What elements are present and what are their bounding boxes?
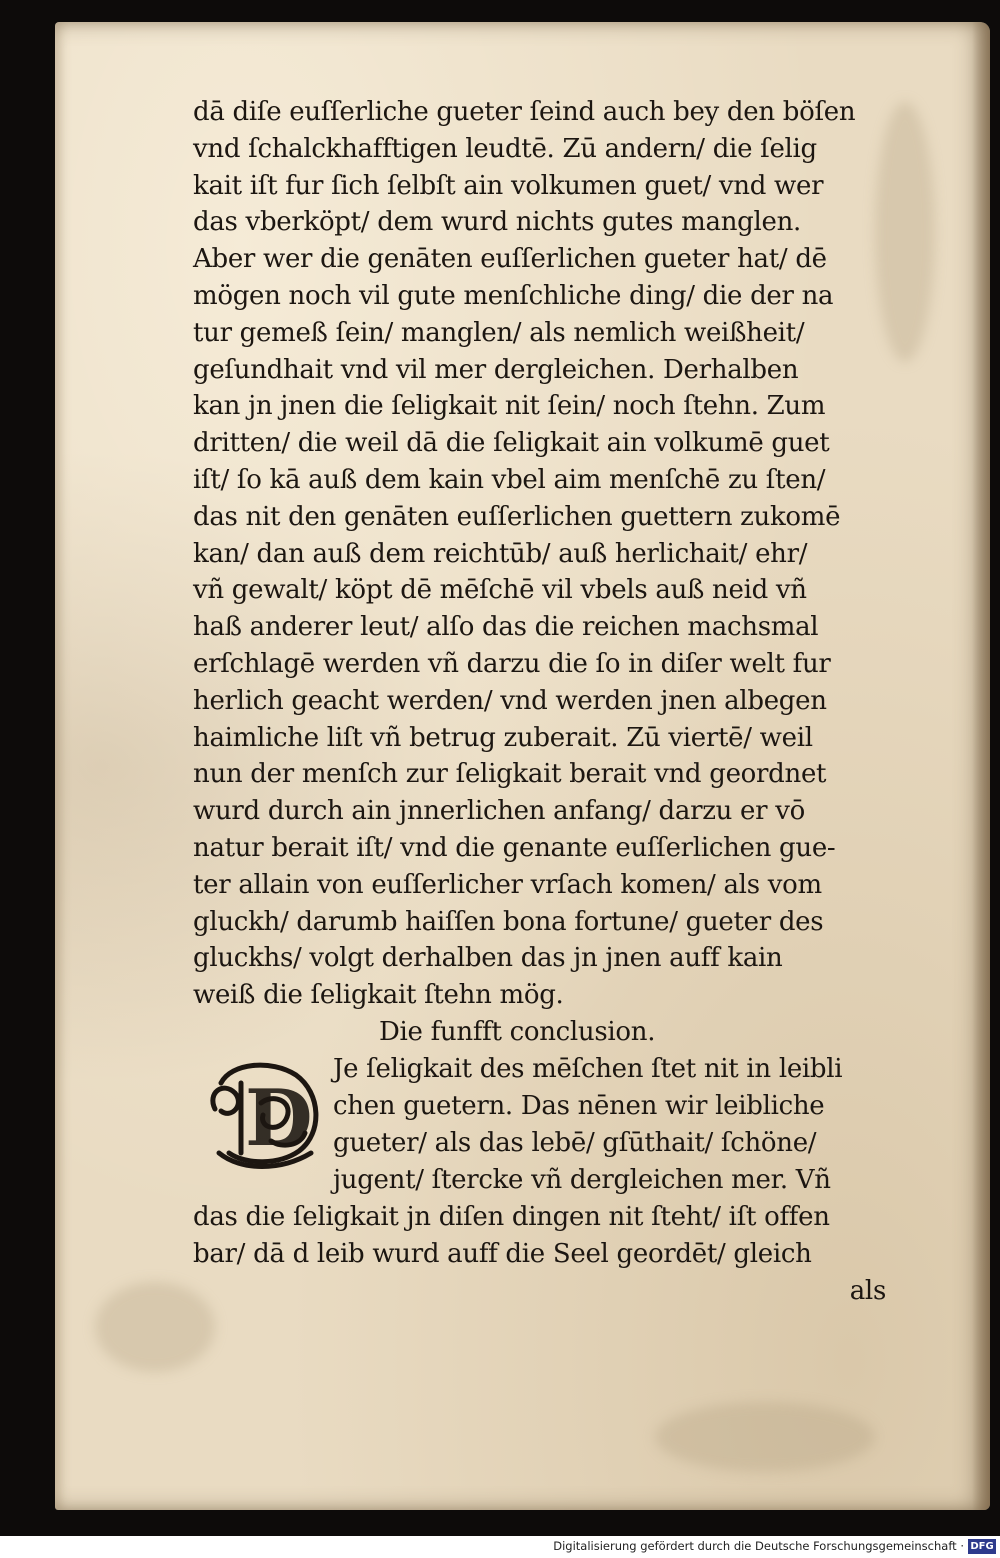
text-line: bar/ dā d leib wurd auff die Seel geordēt/ gleich bbox=[193, 1238, 812, 1269]
catchword: als bbox=[849, 1275, 886, 1306]
text-line: kan jn jnen die ſeligkait nit ſein/ noch ſtehn. Zum bbox=[193, 391, 826, 422]
text-line: mögen noch vil gute menſchliche ding/ die der na bbox=[193, 280, 834, 311]
text-line: ter allain von euſſerlicher vrſach komen/ als vom bbox=[193, 869, 822, 900]
text-line: geſundhait vnd vil mer dergleichen. Derhalben bbox=[193, 354, 799, 385]
text-line: Aber wer die genāten euſſerlichen gueter hat/ dē bbox=[193, 244, 827, 275]
closing-paragraph bbox=[193, 1199, 898, 1273]
text-line: nun der menſch zur ſeligkait berait vnd geordnet bbox=[193, 759, 827, 790]
dfg-logo: DFG bbox=[968, 1539, 996, 1554]
text-line: chen guetern. Das nēnen wir leibliche bbox=[333, 1090, 825, 1121]
text-line: dritten/ die weil dā die ſeligkait ain volkumē guet bbox=[193, 428, 830, 459]
text-line: Je ſeligkait des mēſchen ſtet nit in leibli bbox=[333, 1053, 843, 1084]
text-line: dā diſe euſſerliche gueter ſeind auch bey den böſen bbox=[193, 97, 856, 127]
body-paragraph bbox=[193, 94, 898, 1014]
text-line: iſt/ ſo kā auß dem kain vbel aim menſchē zu ſten/ bbox=[193, 464, 826, 495]
text-line: wurd durch ain jnnerlichen anfang/ darzu er vō bbox=[193, 796, 805, 827]
page-edge-shadow bbox=[972, 22, 990, 1510]
text-line: tur gemeß ſein/ manglen/ als nemlich weißheit/ bbox=[193, 317, 805, 348]
drop-cap-paragraph bbox=[193, 1051, 898, 1199]
text-line: vnd ſchalckhafftigen leudtē. Zū andern/ die ſelig bbox=[193, 133, 817, 164]
text-line: kait iſt fur ſich ſelbſt ain volkumen guet/ vnd wer bbox=[193, 170, 824, 201]
decorated-initial-d bbox=[201, 1053, 327, 1171]
text-line: gluckh/ darumb haiſſen bona fortune/ gueter des bbox=[193, 906, 824, 937]
text-line: gueter/ als das lebē/ gſūthait/ ſchöne/ bbox=[333, 1127, 817, 1158]
text-line: das nit den genāten euſſerlichen guettern zukomē bbox=[193, 501, 841, 532]
section-heading: Die funfft conclusion. bbox=[379, 1016, 656, 1047]
text-line: haimliche liſt vñ betrug zuberait. Zū viertē/ weil bbox=[193, 722, 813, 753]
page-text bbox=[193, 94, 898, 1309]
text-line: erſchlagē werden vñ darzu die ſo in diſer welt fur bbox=[193, 648, 831, 679]
text-line: jugent/ ſtercke vñ dergleichen mer. Vñ bbox=[333, 1164, 831, 1195]
text-line: gluckhs/ volgt derhalben das jn jnen auff kain bbox=[193, 943, 783, 974]
text-line: das die ſeligkait jn diſen dingen nit ſteht/ iſt offen bbox=[193, 1201, 830, 1232]
text-line: weiß die ſeligkait ſtehn mög. bbox=[193, 980, 564, 1011]
text-line: kan/ dan auß dem reichtūb/ auß herlichait/ ehr/ bbox=[193, 538, 808, 569]
drop-cap-letter: D bbox=[245, 1072, 313, 1164]
digitization-footer bbox=[0, 1536, 1000, 1558]
text-line: herlich geacht werden/ vnd werden jnen albegen bbox=[193, 685, 827, 716]
paper-stain bbox=[655, 1402, 875, 1472]
text-line: vñ gewalt/ köpt dē mēſchē vil vbels auß neid vñ bbox=[193, 575, 807, 606]
text-line: haß anderer leut/ alſo das die reichen machsmal bbox=[193, 612, 819, 643]
text-line: natur berait iſt/ vnd die genante euſſerlichen gue- bbox=[193, 832, 836, 863]
text-line: das vberköpt/ dem wurd nichts gutes manglen. bbox=[193, 207, 802, 238]
footer-credit: Digitalisierung gefördert durch die Deutsche Forschungsgemeinschaft · bbox=[553, 1539, 964, 1553]
